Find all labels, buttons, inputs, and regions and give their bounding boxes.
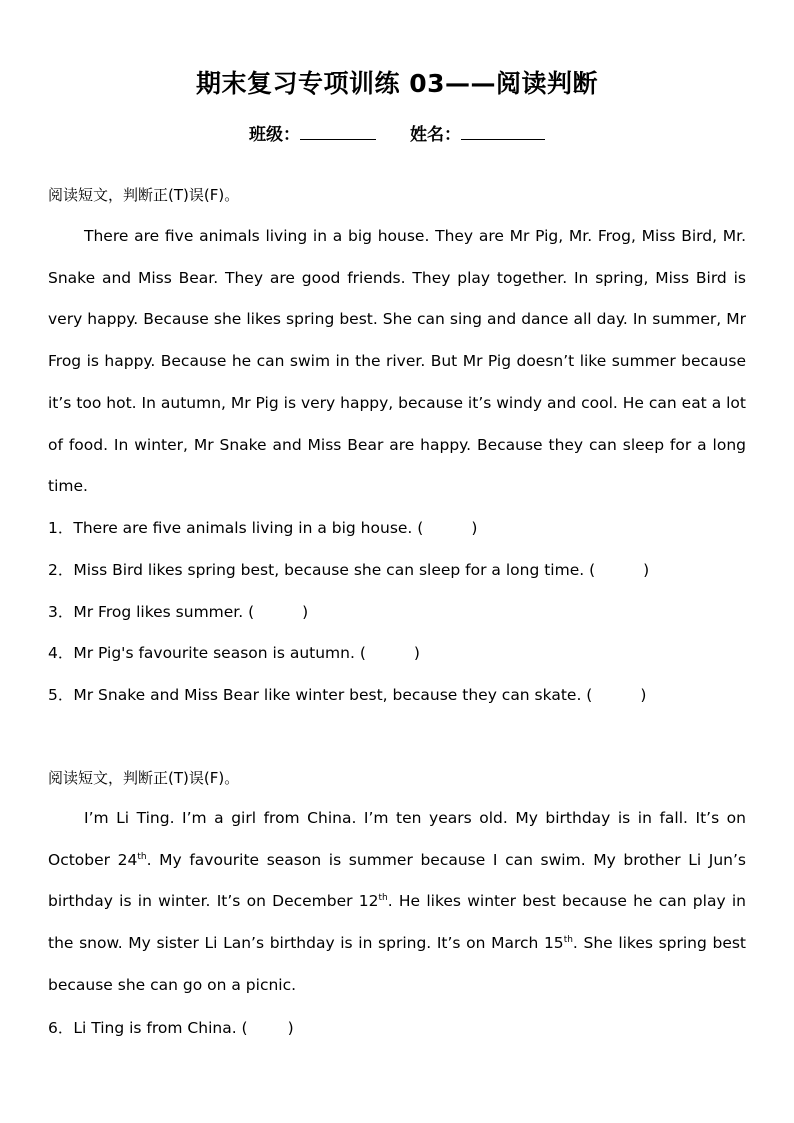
page-title: 期末复习专项训练 03——阅读判断 [196, 69, 598, 98]
section1-passage-text: There are five animals living in a big house. They are Mr Pig, Mr. Frog, Miss Bird, Mr. Snake and Miss Bear. They are good friends. They play together. In spring, Miss Bird is very happy. Because she likes spring best. She can sing and dance all day. In summer, Mr Frog is happy. Because he can swim in the river. But Mr Pig doesn’t like summer because it’s too hot. In autumn, Mr Pig is very happy, because it’s windy and cool. He can eat a lot of food. In winter, Mr Snake and Miss Bear are happy. Because they can sleep for a long time. [48, 227, 746, 496]
class-blank[interactable] [300, 124, 376, 140]
section2-instruction: 阅读短文，判断正(T)误(F)。 [48, 769, 240, 787]
question-4: 4．Mr Pig's favourite season is autumn. ( ) [48, 644, 420, 662]
question-3: 3．Mr Frog likes summer. ( ) [48, 603, 309, 621]
name-blank[interactable] [461, 124, 545, 140]
question-2: 2．Miss Bird likes spring best, because she can sleep for a long time. ( ) [48, 561, 650, 579]
student-info [0, 120, 794, 145]
question-1: 1．There are five animals living in a big house. ( ) [48, 519, 478, 537]
section1-instruction: 阅读短文，判断正(T)误(F)。 [48, 186, 240, 204]
section1-passage [48, 216, 746, 508]
name-label: 姓名： [410, 125, 461, 145]
class-label: 班级： [249, 125, 300, 145]
question-5: 5．Mr Snake and Miss Bear like winter best, because they can skate. ( ) [48, 686, 647, 704]
question-6: 6．Li Ting is from China. ( ) [48, 1019, 294, 1037]
section2-passage: I’m Li Ting. I’m a girl from China. I’m ten years old. My birthday is in fall. It’s on October 24th. My favourite season is summer because I can swim. My brother Li Jun’s birthday is in winter. It’s on December 12th. He likes winter best because he can play in the snow. My sister Li Lan’s birthday is in spring. It’s on March 15th. She likes spring best because she can go on a picnic. [48, 809, 747, 994]
